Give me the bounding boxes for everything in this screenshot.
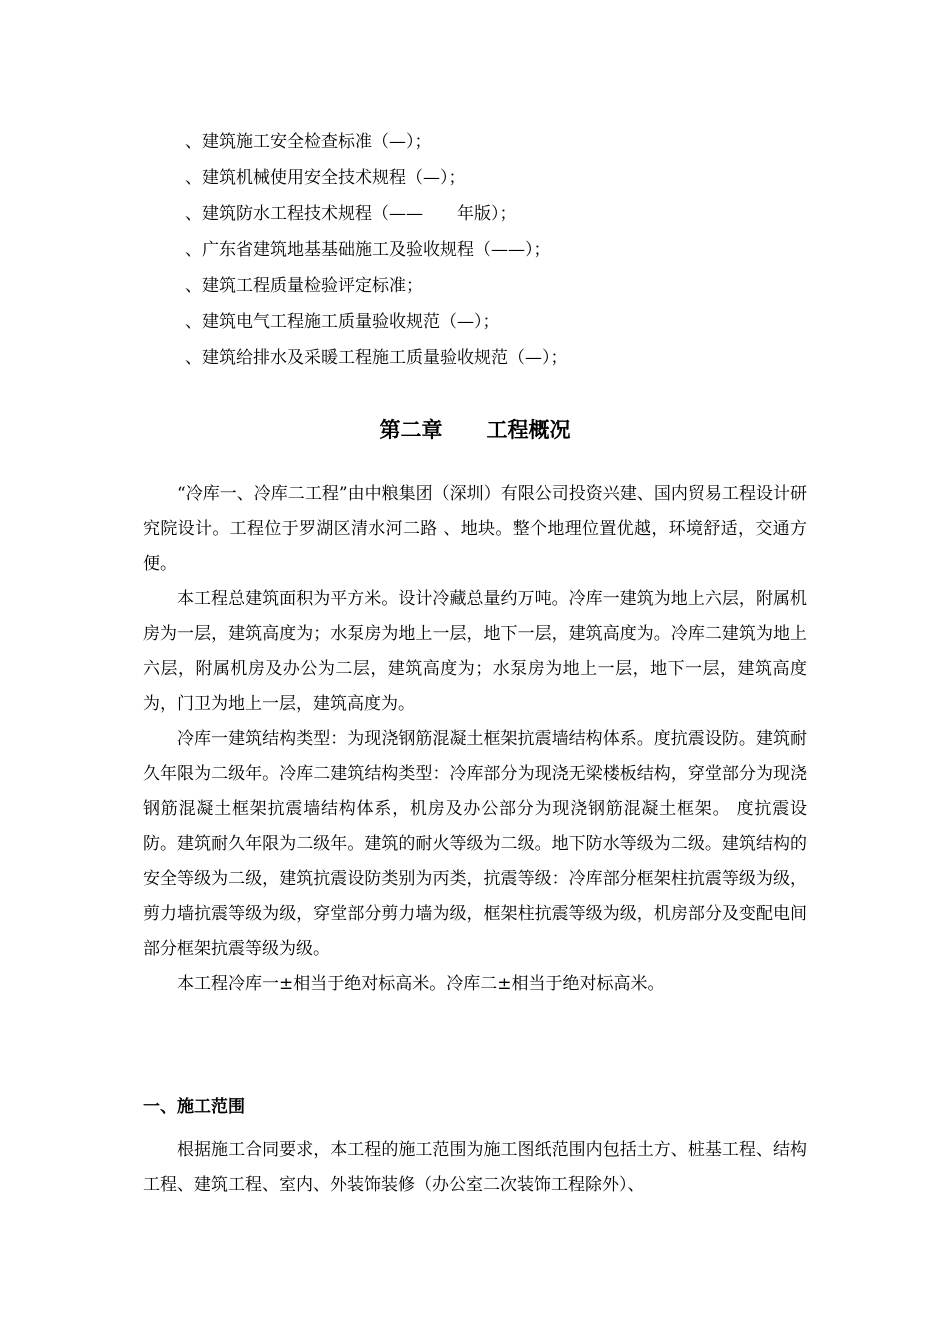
chapter-number: 第二章 <box>379 418 443 442</box>
list-item: 、建筑防水工程技术规程（—— 年版）； <box>185 204 517 224</box>
paragraph: 冷库一建筑结构类型：为现浇钢筋混凝土框架抗震墙结构体系。度抗震设防。建筑耐久年限为二级年。冷库二建筑结构类型：冷库部分为现浇无梁楼板结构，穿堂部分为现浇钢筋混凝土框架抗震墙结构体系，机房及办公部分为现浇钢筋混凝土框架。 度抗震设防。建筑耐久年限为二级年。建筑的耐火等级为二级。地下防水等级为二级。建筑结构的安全等级为二级，建筑抗震设防类别为丙类，抗震等级：冷库部分框架柱抗震等级为级，剪力墙抗震等级为级，穿堂部分剪力墙为级，框架柱抗震等级为级，机房部分及变配电间部分框架抗震等级为级。 <box>143 729 807 959</box>
list-item: 、广东省建筑地基基础施工及验收规程（——）； <box>185 240 551 260</box>
list-item: 、建筑电气工程施工质量验收规范（—）； <box>185 312 500 332</box>
chapter-title: 工程概况 <box>486 418 571 442</box>
list-item: 、建筑工程质量检验评定标准； <box>185 276 423 296</box>
paragraph: 本工程总建筑面积为平方米。设计冷藏总量约万吨。冷库一建筑为地上六层，附属机房为一层，建筑高度为；水泵房为地上一层，地下一层，建筑高度为。冷库二建筑为地上六层，附属机房及办公为二层，建筑高度为；水泵房为地上一层，地下一层，建筑高度为，门卫为地上一层，建筑高度为。 <box>143 589 807 714</box>
standards-list <box>185 124 568 376</box>
paragraph: 本工程冷库一±相当于绝对标高米。冷库二±相当于绝对标高米。 <box>177 974 665 994</box>
overview-body <box>143 477 807 1002</box>
list-item: 、建筑给排水及采暖工程施工质量验收规范（—）； <box>185 348 568 368</box>
paragraph: 根据施工合同要求，本工程的施工范围为施工图纸范围内包括土方、桩基工程、结构工程、建筑工程、室内、外装饰装修（办公室二次装饰工程除外）、 <box>143 1140 807 1195</box>
section-heading: 一、施工范围 <box>143 1097 245 1117</box>
paragraph: “冷库一、冷库二工程”由中粮集团（深圳）有限公司投资兴建、国内贸易工程设计研究院设计。工程位于罗湖区清水河二路 、地块。整个地理位置优越，环境舒适，交通方便。 <box>143 484 807 574</box>
section-body <box>143 1133 807 1203</box>
list-item: 、建筑施工安全检查标准（—）； <box>185 132 432 152</box>
chapter-heading <box>0 410 950 450</box>
list-item: 、建筑机械使用安全技术规程（—）； <box>185 168 466 188</box>
